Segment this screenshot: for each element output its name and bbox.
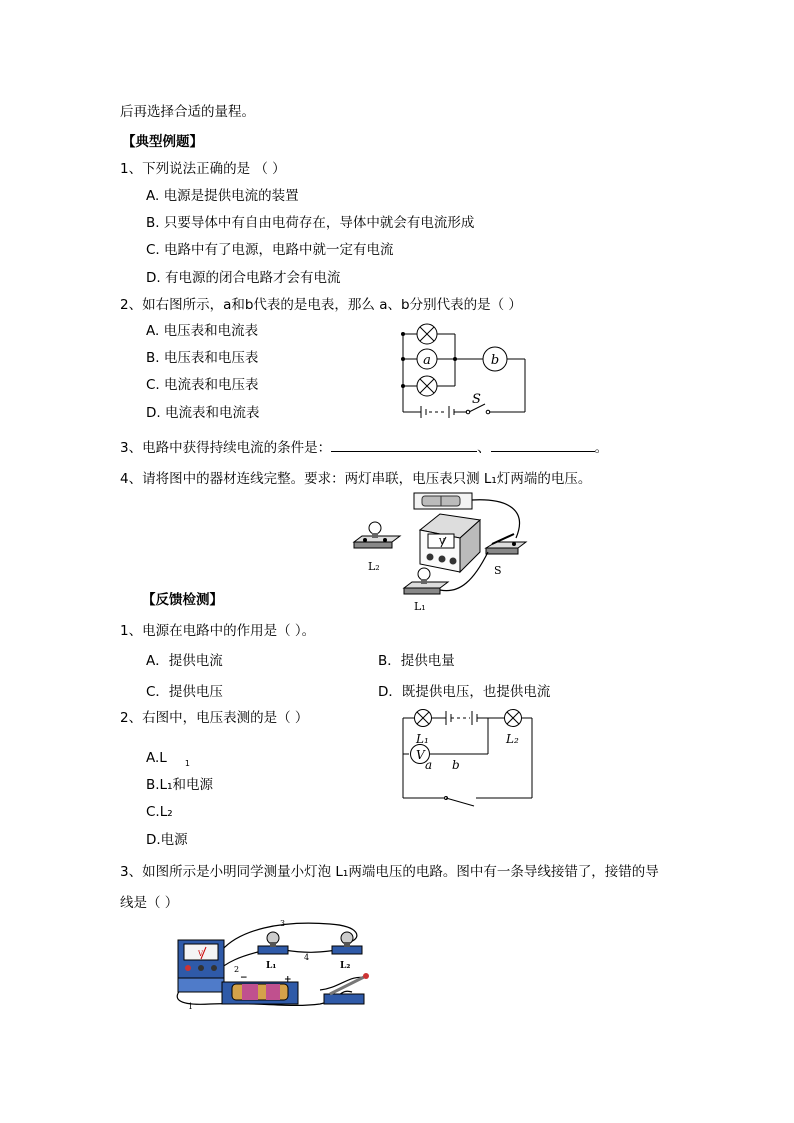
example-q3-separator: 、 bbox=[477, 440, 491, 456]
example-q2-circuit-diagram bbox=[395, 320, 535, 420]
voltmeter-label: V bbox=[439, 537, 445, 546]
example-q2-option-c: C. 电流表和电压表 bbox=[146, 377, 259, 393]
example-q2-option-b: B. 电压表和电压表 bbox=[146, 350, 259, 366]
fb-q2-label-b: b bbox=[452, 758, 460, 772]
lamp-l2-icon bbox=[332, 932, 362, 954]
lamp-l1-icon bbox=[258, 932, 288, 954]
feedback-q3-equipment-figure bbox=[170, 916, 380, 1012]
battery-holder-icon bbox=[222, 982, 298, 1004]
feedback-q1-option-c: C．提供电压 bbox=[146, 684, 223, 700]
switch-icon bbox=[324, 973, 369, 1004]
voltmeter-icon bbox=[420, 514, 480, 572]
example-q4-stem: 4、请将图中的器材连线完整。要求：两灯串联，电压表只测 L₁灯两端的电压。 bbox=[120, 471, 592, 487]
example-q1-stem: 1、下列说法正确的是 （ ） bbox=[120, 161, 286, 177]
voltmeter-v-label: V bbox=[198, 950, 204, 958]
battery-plus-label: + bbox=[284, 975, 292, 985]
voltmeter-icon bbox=[178, 940, 224, 992]
feedback-q1-option-b: B．提供电量 bbox=[378, 653, 455, 669]
feedback-q3-stem-line1: 3、如图所示是小明同学测量小灯泡 L₁两端电压的电路。图中有一条导线接错了，接错的导 bbox=[120, 864, 659, 880]
fb-q2-label-l1: L₁ bbox=[416, 732, 429, 746]
feedback-q2-option-c: C.L₂ bbox=[146, 804, 173, 820]
battery-box-icon bbox=[414, 493, 472, 509]
example-q1-option-b: B. 只要导体中有自由电荷存在，导体中就会有电流形成 bbox=[146, 215, 475, 231]
example-q2-option-a: A. 电压表和电流表 bbox=[146, 323, 259, 339]
wire-label-3: 3 bbox=[280, 919, 286, 928]
feedback-q2-option-a-sub: 1 bbox=[184, 759, 190, 768]
feedback-q1-option-a: A．提供电流 bbox=[146, 653, 223, 669]
battery-minus-label: − bbox=[240, 973, 248, 983]
example-q1-option-a: A. 电源是提供电流的装置 bbox=[146, 188, 299, 204]
feedback-q1-stem: 1、电源在电路中的作用是（ ）。 bbox=[120, 623, 316, 639]
lamp-l1-label: L₁ bbox=[266, 961, 277, 971]
wire-label-1: 1 bbox=[188, 1002, 194, 1011]
wire-label-2: 2 bbox=[234, 965, 240, 974]
feedback-q2-option-a-text: A.L bbox=[146, 750, 167, 766]
fb-q2-label-a: a bbox=[425, 758, 433, 772]
example-q1-option-d: D. 有电源的闭合电路才会有电流 bbox=[146, 270, 341, 286]
intro-line: 后再选择合适的量程。 bbox=[120, 104, 255, 120]
lamp-l1-label: L₁ bbox=[414, 600, 426, 613]
section-heading-feedback: 【反馈检测】 bbox=[142, 592, 223, 608]
feedback-q3-stem-line2: 线是（ ） bbox=[120, 895, 179, 911]
lamp-l2-label: L₂ bbox=[368, 560, 380, 573]
switch-s-icon bbox=[486, 534, 526, 554]
feedback-q1-option-d: D．既提供电压，也提供电流 bbox=[378, 684, 551, 700]
example-q1-option-c: C. 电路中有了电源，电路中就一定有电流 bbox=[146, 242, 394, 258]
wire-label-4: 4 bbox=[304, 953, 310, 962]
example-q4-equipment-figure bbox=[348, 490, 534, 615]
fb-q2-label-l2: L₂ bbox=[506, 732, 519, 746]
switch-s-label: S bbox=[494, 564, 502, 577]
feedback-q2-option-d: D.电源 bbox=[146, 832, 188, 848]
answer-blank-2[interactable] bbox=[491, 439, 595, 452]
q2-diagram-label-b: b bbox=[490, 353, 500, 368]
fb-q2-label-v: V bbox=[416, 748, 425, 762]
q2-diagram-label-a: a bbox=[423, 353, 431, 368]
feedback-q2-option-a bbox=[146, 749, 190, 769]
feedback-q2-circuit-diagram bbox=[400, 708, 536, 808]
section-heading-examples: 【典型例题】 bbox=[122, 134, 203, 150]
answer-blank-1[interactable] bbox=[331, 439, 477, 452]
q2-diagram-label-s: S bbox=[472, 392, 481, 407]
example-q3-stem: 3、电路中获得持续电流的条件是： bbox=[120, 440, 332, 456]
lamp-l2-icon bbox=[354, 522, 400, 548]
example-q3 bbox=[120, 439, 608, 457]
lamp-l2-label: L₂ bbox=[340, 961, 351, 971]
example-q3-end: 。 bbox=[594, 440, 609, 456]
feedback-q2-stem: 2、右图中，电压表测的是（ ） bbox=[120, 710, 309, 726]
example-q2-stem: 2、如右图所示，a和b代表的是电表，那么 a、b分别代表的是（ ） bbox=[120, 297, 522, 313]
example-q2-option-d: D. 电流表和电流表 bbox=[146, 405, 260, 421]
feedback-q2-option-b: B.L₁和电源 bbox=[146, 777, 213, 793]
